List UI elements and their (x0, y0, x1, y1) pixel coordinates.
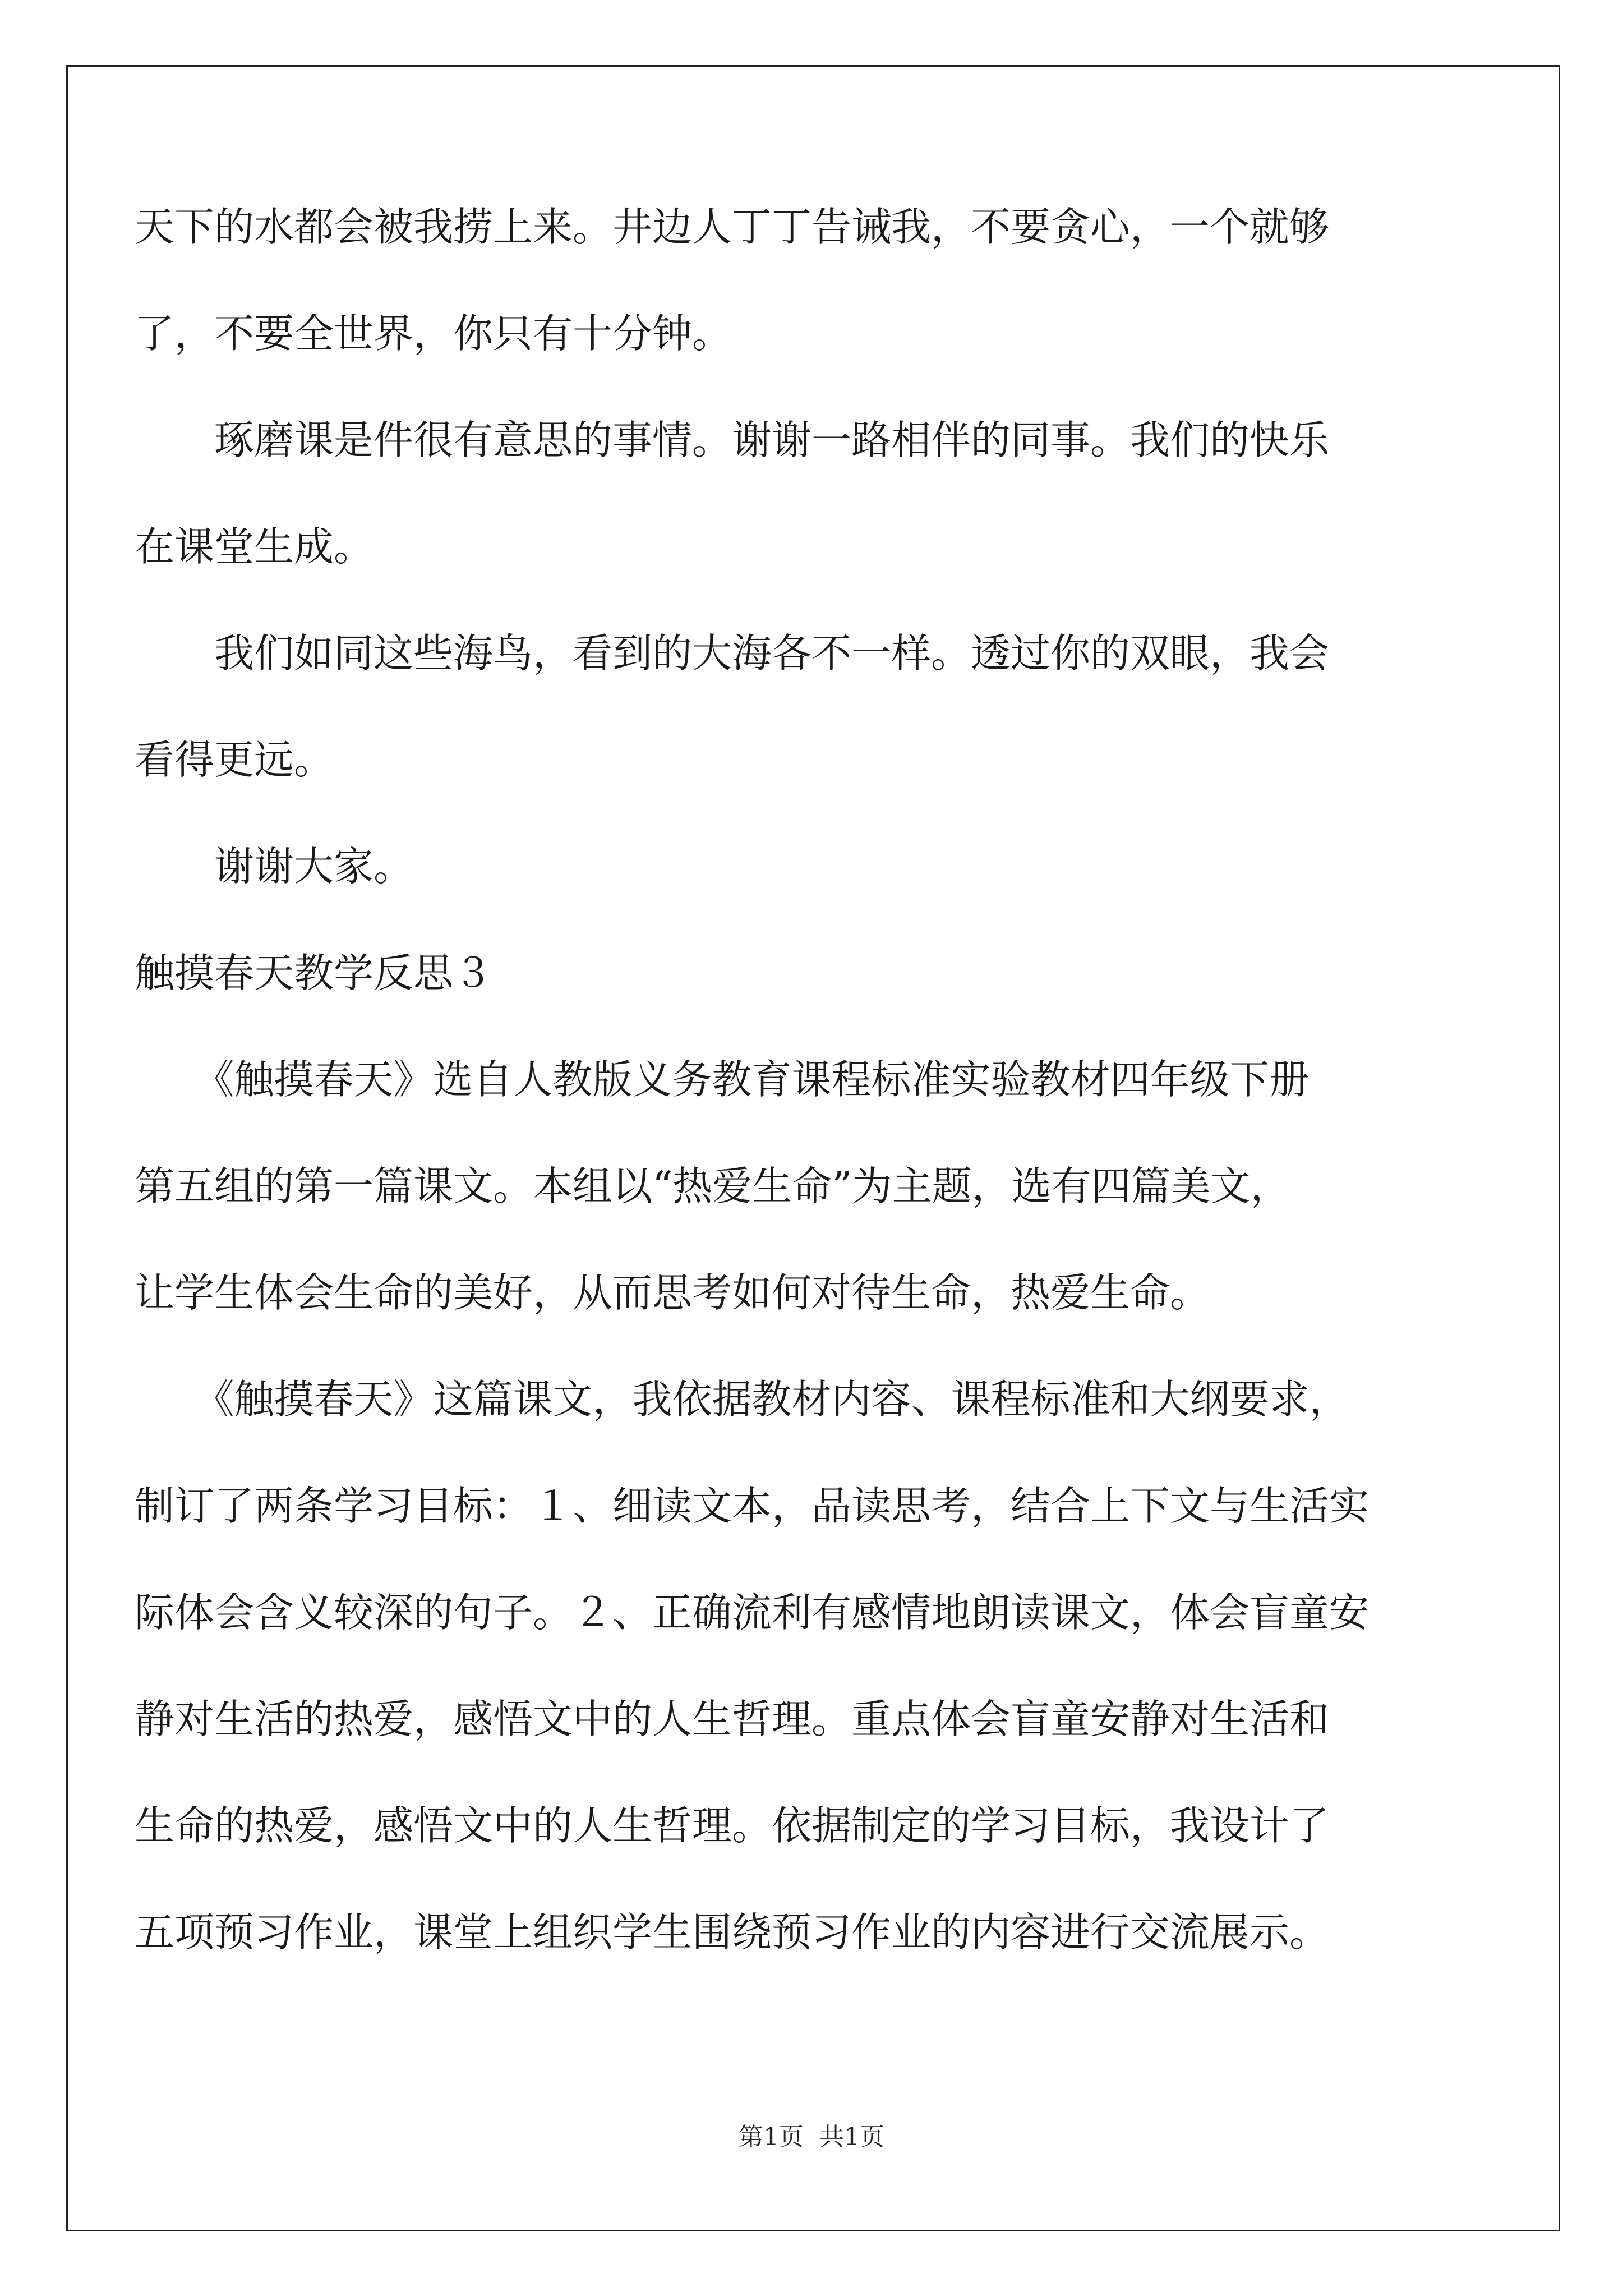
text-line: 静对生活的热爱，感悟文中的人生哲理。重点体会盲童安静对生活和 (135, 1696, 1330, 1742)
section-heading: 触摸春天教学反思３ (135, 950, 494, 996)
page-number: 第1页 (739, 2123, 804, 2151)
text-line: 际体会含义较深的句子。２、正确流利有感情地朗读课文，体会盲童安 (135, 1589, 1370, 1636)
text-line: 我们如同这些海鸟，看到的大海各不一样。透过你的双眼，我会 (135, 630, 1330, 677)
text-line: 第五组的第一篇课文。本组以“热爱生命”为主题，选有四篇美文， (135, 1163, 1290, 1209)
text-line: 《触摸春天》这篇课文，我依据教材内容、课程标准和大纲要求， (135, 1376, 1349, 1423)
text-line: 天下的水都会被我捞上来。井边人丁丁告诫我，不要贪心，一个就够 (135, 204, 1330, 250)
text-line: 让学生体会生命的美好，从而思考如何对待生命，热爱生命。 (135, 1269, 1210, 1316)
text-line: 生命的热爱，感悟文中的人生哲理。依据制定的学习目标，我设计了 (135, 1802, 1330, 1849)
text-line: 琢磨课是件很有意思的事情。谢谢一路相伴的同事。我们的快乐 (135, 417, 1330, 463)
text-line: 了，不要全世界，你只有十分钟。 (135, 310, 732, 357)
text-line: 五项预习作业，课堂上组织学生围绕预习作业的内容进行交流展示。 (135, 1909, 1330, 1955)
text-line: 在课堂生成。 (135, 523, 374, 570)
text-line: 《触摸春天》选自人教版义务教育课程标准实验教材四年级下册 (135, 1056, 1310, 1103)
text-line: 谢谢大家。 (135, 843, 414, 890)
text-line: 看得更远。 (135, 737, 334, 783)
text-line: 制订了两条学习目标：１、细读文本，品读思考，结合上下文与生活实 (135, 1483, 1370, 1529)
page-footer (0, 2120, 1623, 2154)
page-border (66, 65, 1560, 2231)
page-total: 共1页 (819, 2123, 884, 2151)
